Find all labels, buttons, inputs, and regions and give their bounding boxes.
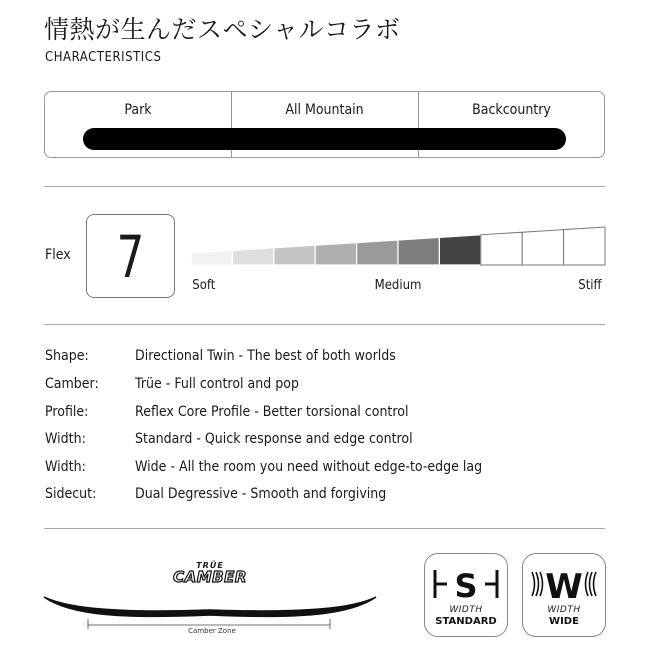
spec-label: Shape: xyxy=(45,348,89,364)
svg-text:W: W xyxy=(545,567,583,604)
flex-medium-label: Medium xyxy=(374,278,422,293)
spec-row-width-standard xyxy=(45,431,605,451)
flex-segment xyxy=(564,227,605,265)
camber-logo: CAMBER xyxy=(173,568,247,586)
svg-text:S: S xyxy=(454,567,478,604)
camber-logo-top: TRÜE xyxy=(196,561,224,570)
flex-segment xyxy=(398,237,439,265)
spec-value: Standard - Quick response and edge control xyxy=(135,431,413,447)
camber-zone-label: Camber Zone xyxy=(188,627,236,635)
terrain-label-park: Park xyxy=(124,102,152,118)
flex-segment xyxy=(481,232,522,265)
width-standard-line2: STANDARD xyxy=(435,616,497,627)
spec-label: Sidecut: xyxy=(45,486,97,502)
spec-value: Directional Twin - The best of both worlds xyxy=(135,348,396,364)
flex-soft-label: Soft xyxy=(192,278,216,293)
spec-value: Trüe - Full control and pop xyxy=(135,376,299,392)
flex-rating-value: 7 xyxy=(116,223,145,291)
spec-row-sidecut xyxy=(45,486,605,506)
page-title: 情熱が生んだスペシャルコラボ xyxy=(44,15,401,44)
section-subtitle: CHARACTERISTICS xyxy=(45,50,162,65)
spec-row-camber xyxy=(45,376,605,396)
width-wide-badge xyxy=(522,553,606,637)
flex-segment xyxy=(439,235,480,265)
width-wide-icon xyxy=(528,564,600,604)
width-wide-line2: WIDE xyxy=(549,616,579,627)
width-wide-line1: WIDTH xyxy=(547,605,581,615)
terrain-label-backcountry: Backcountry xyxy=(472,102,551,118)
width-standard-icon xyxy=(431,564,501,604)
flex-segment xyxy=(522,230,563,265)
spec-label: Camber: xyxy=(45,376,99,392)
terrain-range-bar xyxy=(83,128,565,150)
spec-row-width-wide xyxy=(45,459,605,479)
divider xyxy=(44,186,605,187)
spec-value: Wide - All the room you need without edge-to-edge lag xyxy=(135,459,483,475)
spec-value: Reflex Core Profile - Better torsional control xyxy=(135,404,409,420)
flex-segment xyxy=(274,245,315,265)
width-standard-badge xyxy=(424,553,508,637)
flex-rating-box xyxy=(86,214,175,298)
spec-row-profile xyxy=(45,404,605,424)
camber-profile-graphic xyxy=(40,585,380,630)
spec-row-shape xyxy=(45,348,605,368)
flex-stiff-label: Stiff xyxy=(578,278,602,293)
flex-label: Flex xyxy=(45,247,71,263)
spec-label: Profile: xyxy=(45,404,89,420)
divider xyxy=(44,528,605,529)
flex-segment xyxy=(191,250,232,265)
spec-label: Width: xyxy=(45,431,86,447)
flex-segment xyxy=(315,243,356,265)
flex-segment xyxy=(232,248,273,265)
spec-label: Width: xyxy=(45,459,86,475)
flex-segment xyxy=(357,240,398,265)
terrain-label-all-mountain: All Mountain xyxy=(285,102,364,118)
divider xyxy=(44,324,605,325)
spec-value: Dual Degressive - Smooth and forgiving xyxy=(135,486,387,502)
flex-scale-graphic xyxy=(190,215,608,267)
width-standard-line1: WIDTH xyxy=(449,605,483,615)
